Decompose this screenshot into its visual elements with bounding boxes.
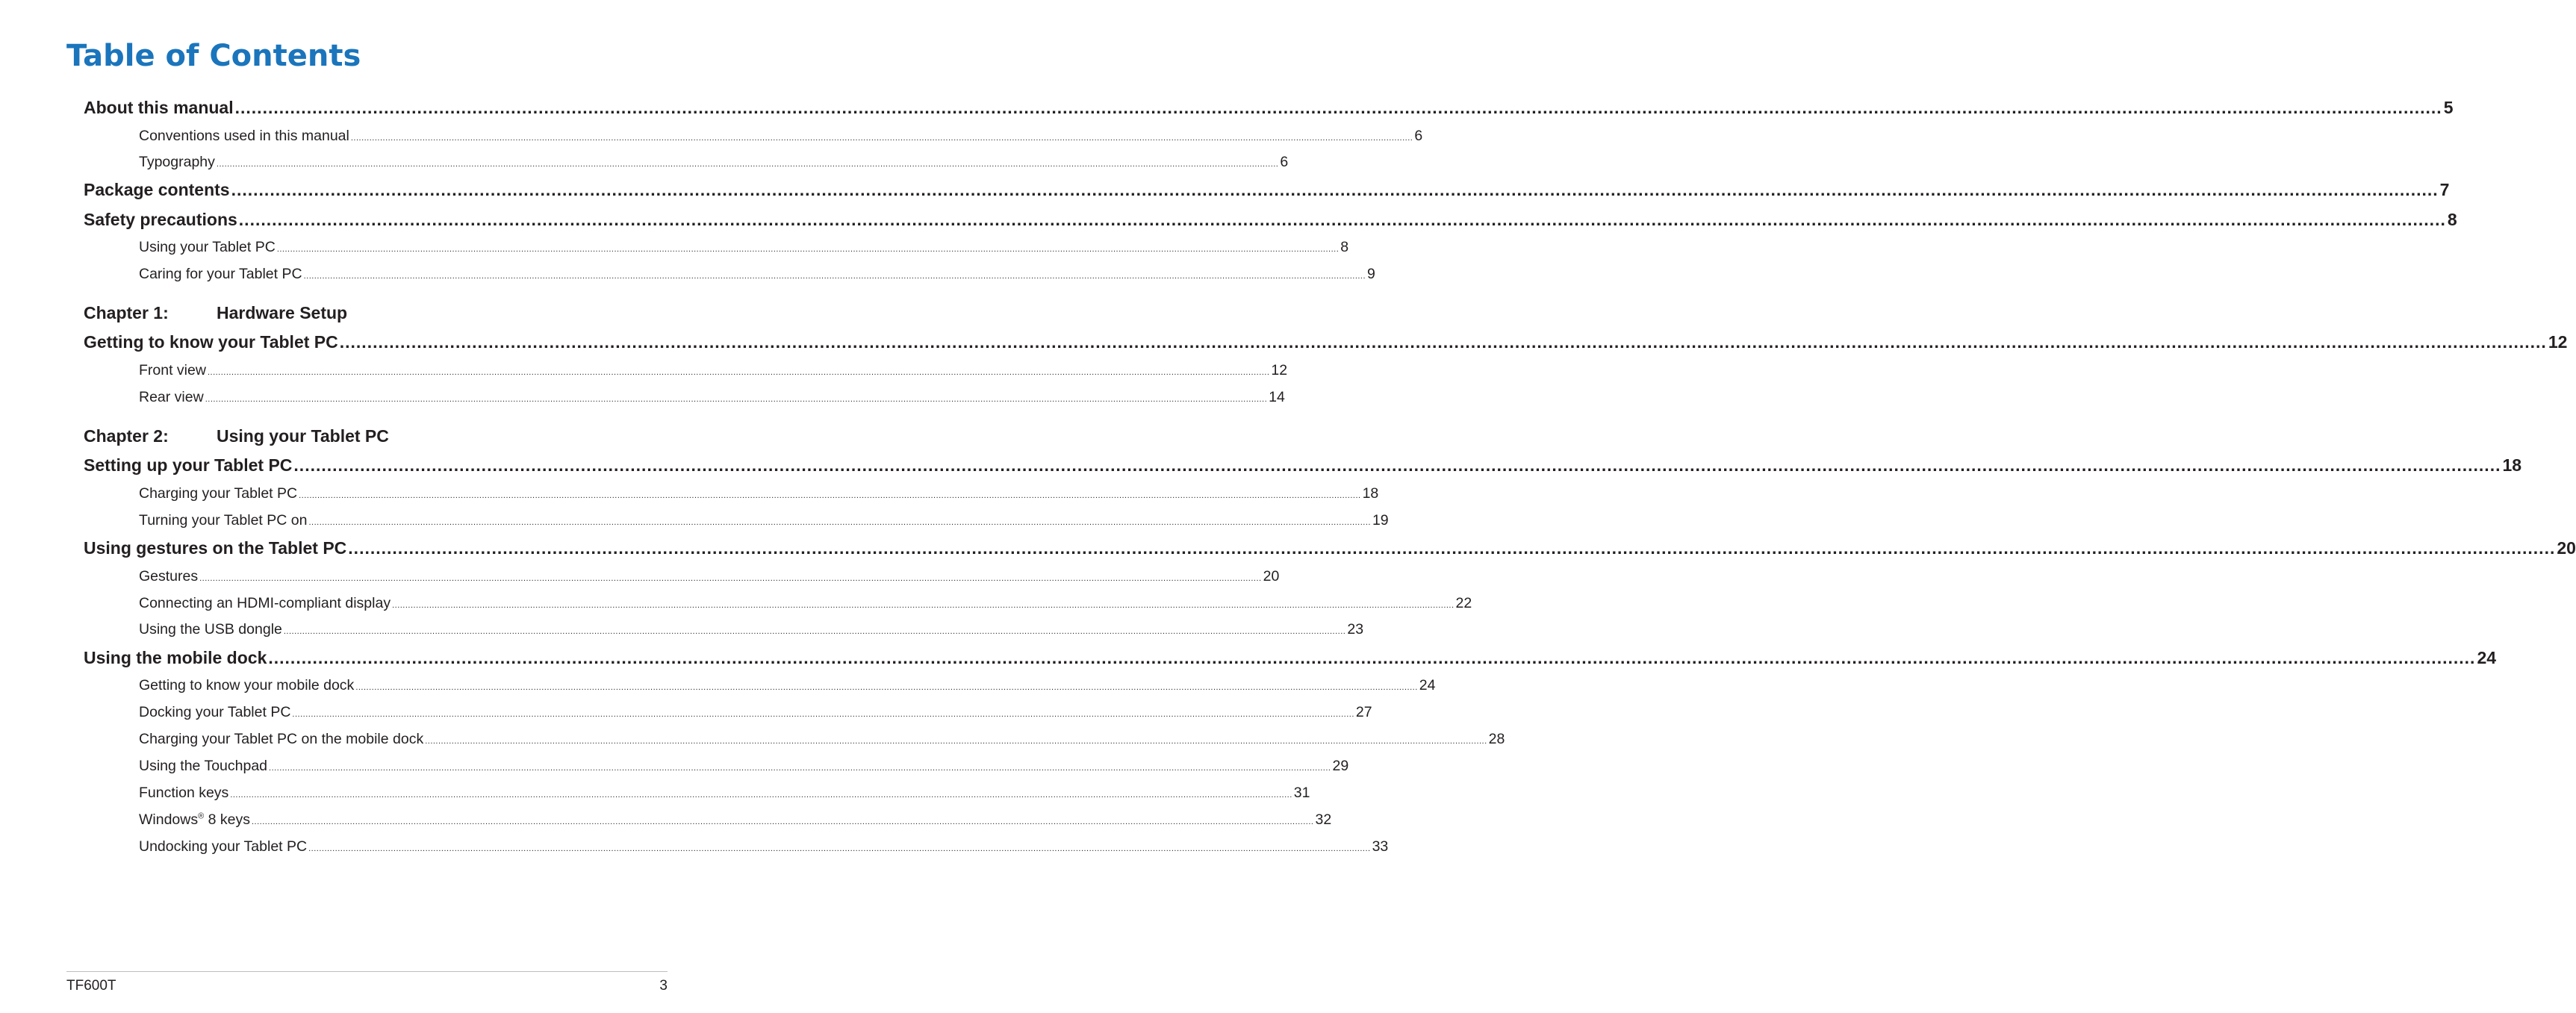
toc-entry-label: Using the Touchpad [139, 758, 268, 774]
toc-leader-dots: ................................................................................................................................................................................................................................................................................................................................................................................................................ [425, 737, 1487, 746]
toc-section-entry[interactable] [84, 648, 2497, 668]
footer-model: TF600T [66, 978, 116, 994]
toc-entry-page: 6 [1280, 154, 1289, 170]
toc-section-entry[interactable] [84, 455, 2522, 476]
toc-entry-label: Gestures [139, 568, 199, 585]
toc-section-entry[interactable] [84, 538, 2576, 558]
toc-leader-dots: ................................................................................................................................................................................................................................................................................................................................................................................................................ [199, 574, 1262, 583]
toc-entry-page: 20 [2557, 538, 2576, 558]
toc-entry-page: 24 [1419, 677, 1436, 693]
toc-entry-page: 28 [1488, 731, 1505, 747]
toc-leader-dots: ................................................................................................................................................................................................................................................................................................................................................................................................................ [339, 332, 2547, 352]
toc-subsection-entry[interactable] [84, 731, 1505, 748]
toc-entry-page: 22 [1455, 595, 1472, 611]
toc-leader-dots: ................................................................................................................................................................................................................................................................................................................................................................................................................ [231, 180, 2439, 199]
toc-entry-label: Charging your Tablet PC on the mobile dock [139, 731, 424, 747]
toc-entry-page: 20 [1263, 568, 1280, 585]
toc-leader-dots: ................................................................................................................................................................................................................................................................................................................................................................................................................ [308, 518, 1371, 527]
toc-entry-label: Package contents [84, 180, 230, 199]
toc-entry-page: 32 [1315, 811, 1332, 828]
toc-entry-label: Using gestures on the Tablet PC [84, 538, 347, 558]
toc-entry-page: 31 [1293, 785, 1310, 801]
toc-subsection-entry[interactable] [84, 621, 1364, 638]
toc-leader-dots: ................................................................................................................................................................................................................................................................................................................................................................................................................ [238, 210, 2446, 229]
toc-entry-label: Using the USB dongle [139, 621, 282, 638]
toc-section-entry[interactable] [84, 210, 2457, 230]
toc-subsection-entry[interactable] [84, 128, 1423, 145]
toc-entry-label: Rear view [139, 389, 204, 405]
toc-entry-label: Function keys [139, 785, 229, 801]
toc-entry-page: 6 [1414, 128, 1423, 144]
toc-subsection-entry[interactable] [84, 389, 1285, 406]
toc-entry-label: Getting to know your mobile dock [139, 677, 355, 693]
toc-subsection-entry[interactable] [84, 758, 1349, 775]
toc-leader-dots: ................................................................................................................................................................................................................................................................................................................................................................................................................ [299, 491, 1361, 500]
toc-leader-dots: ................................................................................................................................................................................................................................................................................................................................................................................................................ [234, 98, 2442, 117]
toc-entry-label: Charging your Tablet PC [139, 485, 298, 502]
toc-subsection-entry[interactable] [84, 785, 1310, 802]
toc-leader-dots: ................................................................................................................................................................................................................................................................................................................................................................................................................ [303, 272, 1366, 281]
toc-entry-label: Connecting an HDMI-compliant display [139, 595, 391, 611]
toc-entry-page: 5 [2443, 98, 2454, 117]
toc-entry-page: 12 [1271, 362, 1288, 378]
toc-entry-label: Using your Tablet PC [139, 239, 276, 255]
toc-subsection-entry[interactable] [84, 595, 1472, 612]
toc-entry-page: 7 [2439, 180, 2450, 199]
toc-leader-dots: ................................................................................................................................................................................................................................................................................................................................................................................................................ [283, 627, 1346, 636]
toc-leader-dots: ................................................................................................................................................................................................................................................................................................................................................................................................................ [207, 368, 1270, 377]
toc-entry-page: 18 [2502, 455, 2522, 475]
toc-subsection-entry[interactable] [84, 838, 1389, 855]
toc-entry-page: 14 [1269, 389, 1285, 405]
chapter-heading [84, 426, 389, 446]
toc-subsection-entry[interactable] [84, 239, 1349, 256]
toc-leader-dots: ................................................................................................................................................................................................................................................................................................................................................................................................................ [348, 538, 2556, 558]
toc-entry-page: 8 [1340, 239, 1349, 255]
toc-entry-label: Caring for your Tablet PC [139, 266, 302, 282]
toc-subsection-entry[interactable] [84, 677, 1436, 694]
toc-entry-label: Conventions used in this manual [139, 128, 349, 144]
chapter-heading [84, 303, 347, 323]
toc-section-entry[interactable] [84, 332, 2568, 352]
toc-subsection-entry[interactable] [84, 704, 1372, 721]
footer-page-number: 3 [659, 978, 668, 994]
toc-entry-label: Docking your Tablet PC [139, 704, 291, 720]
toc-subsection-entry[interactable] [84, 362, 1288, 379]
toc-leader-dots: ................................................................................................................................................................................................................................................................................................................................................................................................................ [230, 791, 1292, 800]
toc-subsection-entry[interactable] [84, 568, 1280, 585]
toc-section-entry[interactable] [84, 180, 2450, 200]
toc-subsection-entry[interactable] [84, 512, 1389, 529]
toc-entry-label: Getting to know your Tablet PC [84, 332, 338, 352]
toc-entry-page: 27 [1355, 704, 1372, 720]
toc-leader-dots: ................................................................................................................................................................................................................................................................................................................................................................................................................ [216, 160, 1279, 169]
toc-entry-page: 23 [1347, 621, 1364, 638]
toc-entry-label: Undocking your Tablet PC [139, 838, 308, 855]
toc-leader-dots: ................................................................................................................................................................................................................................................................................................................................................................................................................ [308, 844, 1371, 853]
toc-leader-dots: ................................................................................................................................................................................................................................................................................................................................................................................................................ [350, 134, 1413, 143]
toc-entry-label: Windows® 8 keys [139, 811, 250, 828]
toc-entry-page: 29 [1332, 758, 1349, 774]
toc-leader-dots: ................................................................................................................................................................................................................................................................................................................................................................................................................ [392, 601, 1455, 610]
toc-section-entry[interactable] [84, 98, 2454, 118]
toc-entry-page: 33 [1372, 838, 1389, 855]
toc-leader-dots: ................................................................................................................................................................................................................................................................................................................................................................................................................ [205, 395, 1268, 404]
toc-entry-label: Using the mobile dock [84, 648, 267, 667]
chapter-title: Using your Tablet PC [217, 426, 389, 446]
toc-leader-dots: ................................................................................................................................................................................................................................................................................................................................................................................................................ [269, 764, 1331, 773]
toc-leader-dots: ................................................................................................................................................................................................................................................................................................................................................................................................................ [292, 710, 1354, 719]
toc-entry-page: 8 [2447, 210, 2457, 229]
footer-divider [66, 971, 668, 972]
toc-entry-page: 9 [1367, 266, 1375, 282]
toc-entry-page: 12 [2548, 332, 2568, 352]
toc-subsection-entry[interactable] [84, 266, 1375, 283]
page-title: Table of Contents [66, 39, 361, 73]
toc-leader-dots: ................................................................................................................................................................................................................................................................................................................................................................................................................ [293, 455, 2501, 475]
toc-entry-label: Front view [139, 362, 206, 378]
toc-entry-page: 19 [1372, 512, 1389, 529]
toc-entry-page: 18 [1362, 485, 1379, 502]
toc-leader-dots: ................................................................................................................................................................................................................................................................................................................................................................................................................ [355, 683, 1418, 692]
toc-entry-label: Safety precautions [84, 210, 237, 229]
toc-entry-label: Setting up your Tablet PC [84, 455, 293, 475]
toc-entry-label: Turning your Tablet PC on [139, 512, 308, 529]
toc-leader-dots: ................................................................................................................................................................................................................................................................................................................................................................................................................ [268, 648, 2476, 667]
chapter-number: Chapter 2: [84, 426, 169, 446]
chapter-number: Chapter 1: [84, 303, 169, 322]
toc-entry-label: Typography [139, 154, 215, 170]
toc-leader-dots: ................................................................................................................................................................................................................................................................................................................................................................................................................ [276, 245, 1340, 254]
toc-entry-label: About this manual [84, 98, 234, 117]
toc-subsection-entry[interactable] [84, 485, 1379, 502]
toc-leader-dots: ................................................................................................................................................................................................................................................................................................................................................................................................................ [252, 817, 1314, 826]
toc-entry-page: 24 [2477, 648, 2497, 667]
toc-subsection-entry[interactable] [84, 811, 1332, 829]
toc-subsection-entry[interactable] [84, 154, 1289, 171]
chapter-title: Hardware Setup [217, 303, 348, 322]
